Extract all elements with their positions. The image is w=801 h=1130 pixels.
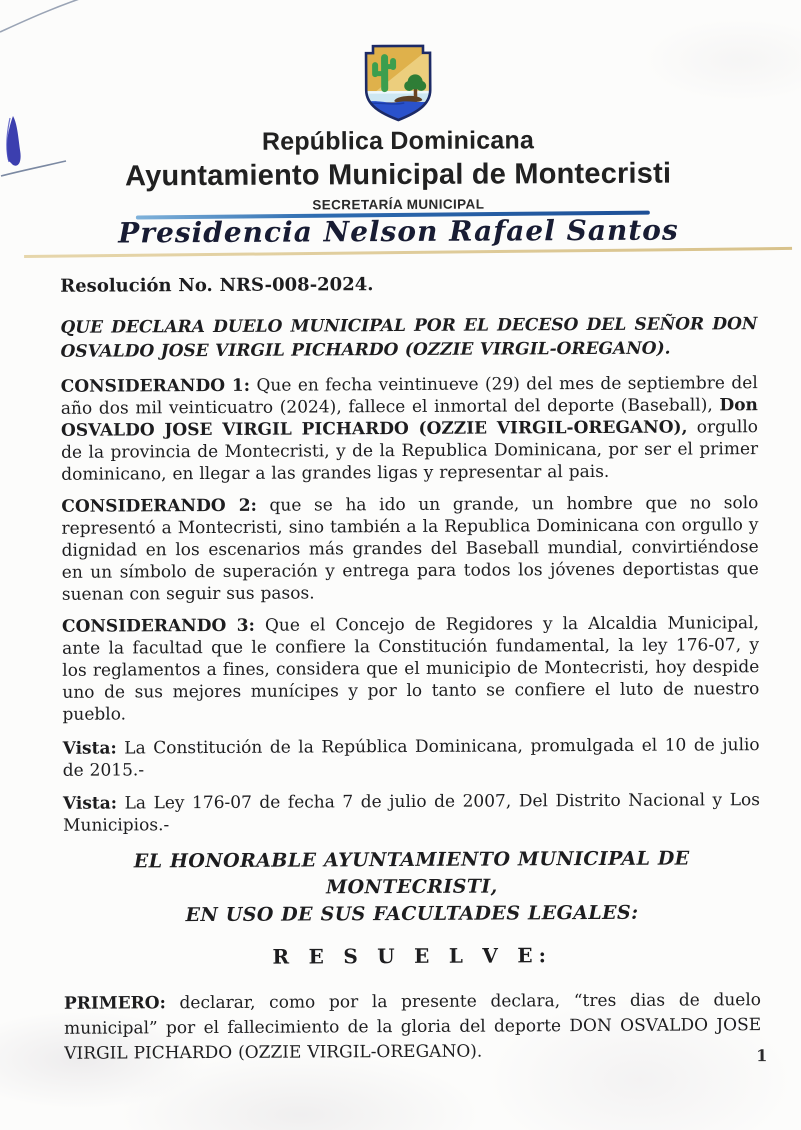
considerando-1-bold-name: Don OSVALDO JOSE VIRGIL PICHARDO (OZZIE VIRGIL-OREGANO), [60, 395, 758, 441]
page-number: 1 [756, 1046, 768, 1066]
vista-2-label: Vista: [62, 793, 118, 814]
vista-1-text: La Constitución de la República Dominicana, promulgada el 10 de julio de 2015.- [62, 735, 760, 781]
considerando-3-text: Que el Concejo de Regidores y la Alcaldia Municipal, ante la facultad que le confiere la Constitución fundamental, la ley 176-07, y los reglamentos a fines, considera que el municipio de Montecristi, hoy despide uno de sus mejores munícipes y por lo tanto se confiere el luto de nuestro pueblo. [62, 613, 760, 725]
vista-2-text: La Ley 176-07 de fecha 7 de julio de 2007, Del Distrito Nacional y Los Municipios.- [63, 790, 760, 836]
considerando-3-label: CONSIDERANDO 3: [61, 615, 255, 637]
subject-line-1: QUE DECLARA DUELO MUNICIPAL POR EL DECESO DEL SEÑOR DON [60, 314, 758, 338]
honorable-line-1: EL HONORABLE AYUNTAMIENTO MUNICIPAL DE MONTECRISTI, [133, 847, 690, 899]
vista-2-paragraph [63, 789, 760, 837]
presidency-script-title: Presidencia Nelson Rafael Santos [118, 213, 679, 250]
honorable-heading [63, 845, 760, 930]
republic-title: República Dominicana [261, 126, 535, 156]
primero-paragraph [64, 988, 761, 1067]
subject-line-2: OSVALDO JOSE VIRGIL PICHARDO (OZZIE VIRGIL-OREGANO). [60, 338, 671, 362]
vista-1-paragraph [63, 734, 760, 782]
honorable-line-2: EN USO DE SUS FACULTADES LEGALES: [185, 901, 639, 927]
considerando-2-label: CONSIDERANDO 2: [61, 495, 257, 517]
resolution-number: Resolución No. NRS-008-2024. [60, 274, 374, 297]
considerando-2-paragraph [61, 492, 759, 606]
primero-text: declarar, como por la presente declara, “tres dias de duelo municipal” por el fallecimiento de la gloria del deporte DON OSVALDO JOSE VIRGIL PICHARDO (OZZIE VIRGIL-OREGANO). [64, 990, 762, 1064]
considerando-1-paragraph [61, 372, 759, 486]
subject-heading [60, 312, 757, 364]
coat-of-arms-icon [358, 42, 438, 122]
considerando-1-label: CONSIDERANDO 1: [60, 375, 251, 397]
considerando-1-text: Que en fecha veintinueve (29) del mes de septiembre del año dos mil veinticuatro (2024), fallece el inmortal del deporte (Baseball), [60, 373, 758, 419]
resuelve-heading: R E S U E L V E: [272, 943, 553, 969]
considerando-1-text-after: orgullo de la provincia de Montecristi, y de la Republica Dominicana, por ser el primer dominicano, en llegar a las grandes ligas y representar al pais. [61, 417, 759, 485]
primero-label: PRIMERO: [63, 993, 166, 1014]
vista-1-label: Vista: [62, 738, 117, 759]
document-body [60, 272, 761, 1067]
considerando-3-paragraph [62, 612, 760, 726]
municipality-title: Ayuntamiento Municipal de Montecristi [125, 157, 672, 193]
considerando-2-text: que se ha ido un grande, un hombre que no solo representó a Montecristi, sino también a la Republica Dominicana con orgullo y dignidad en los escenarios más grandes del Baseball mundial, convirtiéndose en un símbolo de superación y entrega para todos los jóvenes deportistas que suenan con seguir sus pasos. [61, 493, 759, 605]
secretariat-subtitle: SECRETARÍA MUNICIPAL [312, 196, 485, 213]
